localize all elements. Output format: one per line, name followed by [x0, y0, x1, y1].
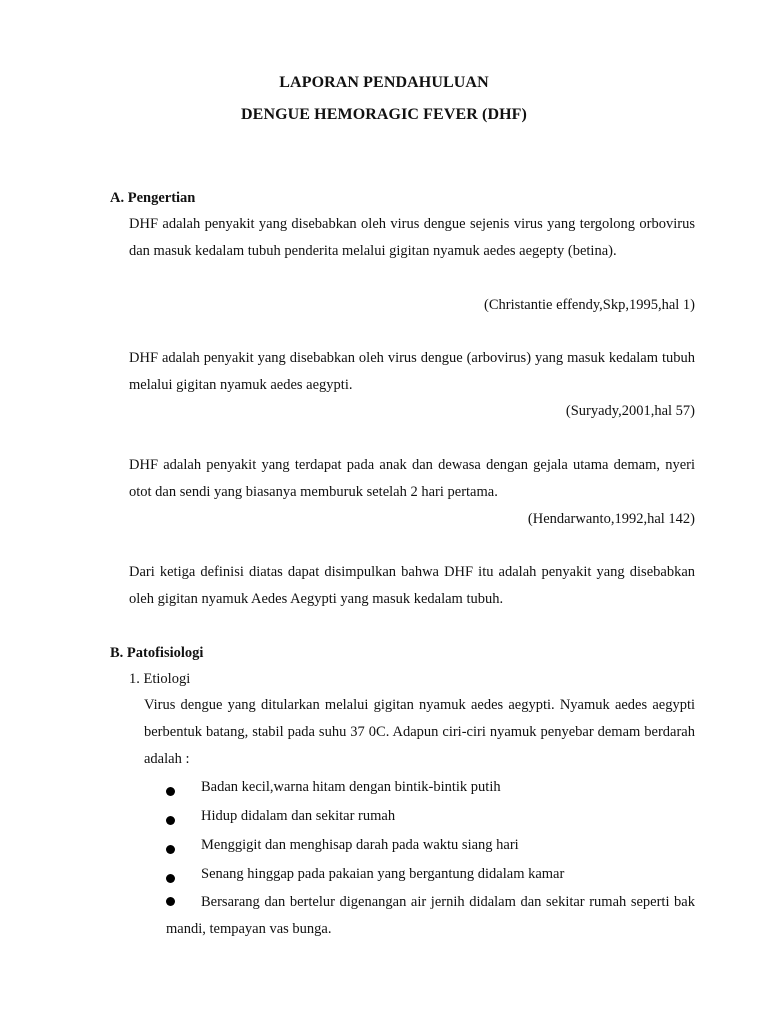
bullet-icon — [166, 816, 175, 825]
paragraph: DHF adalah penyakit yang disebabkan oleh virus dengue (arbovirus) yang masuk kedalam tubuh melalui gigitan nyamuk aedes aegypti. — [129, 350, 695, 393]
bullet-icon — [166, 787, 175, 796]
paragraph: Dari ketiga definisi diatas dapat disimpulkan bahwa DHF itu adalah penyakit yang disebabkan oleh gigitan nyamuk Aedes Aegypti yang masuk kedalam tubuh. — [129, 564, 695, 607]
list-item-text: Hidup didalam dan sekitar rumah — [201, 808, 396, 824]
list-item-text: Menggigit dan menghisap darah pada waktu siang hari — [201, 837, 519, 853]
list-item-text: Bersarang dan bertelur digenangan air jernih didalam dan sekitar rumah seperti bak mandi, tempayan vas bunga. — [166, 894, 695, 937]
list-item — [166, 889, 695, 943]
paragraph: DHF adalah penyakit yang disebabkan oleh virus dengue sejenis virus yang tergolong orbovirus dan masuk kedalam tubuh penderita melalui gigitan nyamuk aedes aegepty (betina). — [129, 216, 695, 259]
document-subtitle: DENGUE HEMORAGIC FEVER (DHF) — [241, 106, 527, 123]
list-item — [0, 779, 768, 806]
bullet-icon — [166, 845, 175, 854]
document-title: LAPORAN PENDAHULUAN — [279, 74, 489, 91]
list-item-text: Senang hinggap pada pakaian yang bergantung didalam kamar — [201, 866, 565, 882]
citation: (Hendarwanto,1992,hal 142) — [527, 511, 695, 527]
paragraph: Virus dengue yang ditularkan melalui gigitan nyamuk aedes aegypti. Nyamuk aedes aegypti berbentuk batang, stabil pada suhu 37 0C. Adapun ciri-ciri nyamuk penyebar demam berdarah adalah : — [144, 697, 695, 767]
citation: (Christantie effendy,Skp,1995,hal 1) — [483, 297, 695, 313]
citation: (Suryady,2001,hal 57) — [565, 403, 695, 419]
list-item — [0, 808, 768, 835]
bullet-icon — [166, 897, 175, 906]
bullet-icon — [166, 874, 175, 883]
subsection-heading-etiologi: 1. Etiologi — [129, 671, 191, 687]
list-item — [0, 837, 768, 864]
section-heading-pengertian: A. Pengertian — [110, 190, 196, 206]
section-heading-patofisiologi: B. Patofisiologi — [110, 645, 204, 661]
list-item-text: Badan kecil,warna hitam dengan bintik-bintik putih — [201, 779, 501, 795]
paragraph: DHF adalah penyakit yang terdapat pada anak dan dewasa dengan gejala utama demam, nyeri otot dan sendi yang biasanya memburuk setelah 2 hari pertama. — [129, 457, 695, 500]
